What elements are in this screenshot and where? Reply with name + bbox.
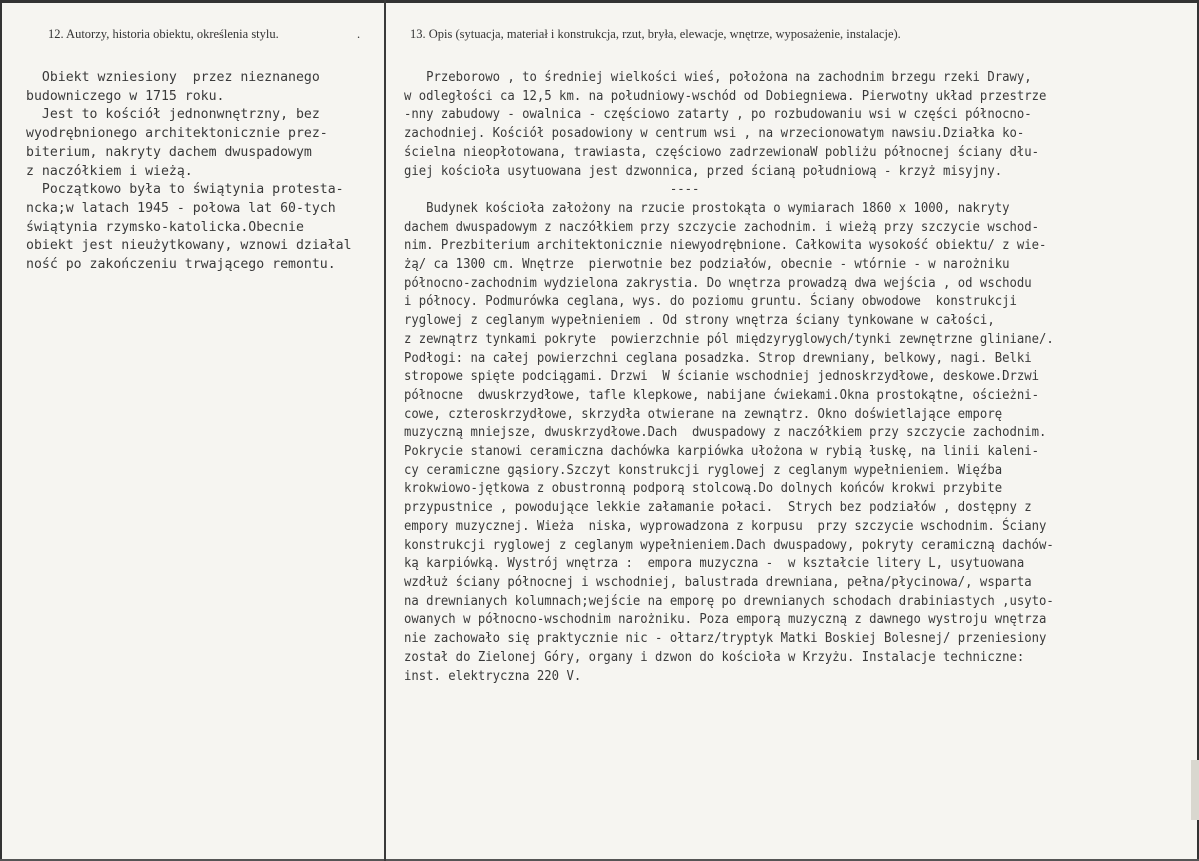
history-line: ność po zakończeniu trwającego remontu.: [26, 257, 336, 273]
right-column-header: 13. Opis (sytuacja, materiał i konstrukcja, rzut, bryła, elewacje, wnętrze, wyposażenie, instalacje).: [410, 27, 901, 41]
description-line: inst. elektryczna 220 V.: [404, 668, 582, 684]
description-line: owanych w północno-wschodnim narożniku. Poza emporą muzyczną z dawnego wystroju wnętrza: [404, 612, 1047, 628]
description-line: empory muzycznej. Wieża niska, wyprowadzona z korpusu przy szczycie wschodnim. Ściany: [404, 518, 1047, 534]
history-line: świątynia rzymsko-katolicka.Obecnie: [26, 219, 304, 235]
description-line: ką karpiówką. Wystrój wnętrza : empora muzyczna - w kształcie litery L, usytuowana: [404, 556, 1025, 572]
description-line: ryglowej z ceglanym wypełnieniem . Od strony wnętrza ściany tynkowane w całości,: [404, 313, 995, 329]
description-line: cowe, czteroskrzydłowe, skrzydła otwierane na zewnątrz. Okno doświetlające emporę: [404, 406, 1003, 422]
description-line: na drewnianych kolumnach;wejście na emporę po drewnianych schodach drabiniastych ,usyto-: [404, 593, 1054, 609]
description-line: cy ceramiczne gąsiory.Szczyt konstrukcji ryglowej z ceglanym wypełnieniem. Więźba: [404, 462, 1003, 478]
description-line: i północy. Podmurówka ceglana, wys. do poziomu gruntu. Ściany obwodowe konstrukcji: [404, 294, 1017, 310]
description-line: wzdłuż ściany północnej i wschodniej, balustrada drewniana, pełna/płycinowa/, wsparta: [404, 574, 1032, 590]
history-line: wyodrębnionego architektonicznie prez-: [26, 126, 328, 142]
description-line: nie zachowało się praktycznie nic - ołtarz/tryptyk Matki Boskiej Bolesnej/ przeniesiony: [404, 631, 1047, 647]
history-line: obiekt jest nieużytkowany, wznowi działal: [26, 238, 352, 254]
description-line: przypustnice , powodujące lekkie załamanie połaci. Strych bez podziałów , dostępny z: [404, 500, 1032, 516]
description-line: nim. Prezbiterium architektonicznie niewyodrębnione. Całkowita wysokość obiektu/ z wie-: [404, 238, 1047, 254]
left-header-mark: .: [357, 27, 361, 41]
paper-edge-stain: [1191, 760, 1199, 820]
description-line: Pokrycie stanowi ceramiczna dachówka karpiówka ułożona w rybią łuskę, na linii kaleni-: [404, 444, 1040, 460]
history-line: ncka;w latach 1945 - połowa lat 60-tych: [26, 200, 336, 216]
history-line: Obiekt wzniesiony przez nieznanego: [26, 70, 320, 85]
left-column-header: 12. Autorzy, historia obiektu, określenia stylu.: [48, 27, 279, 41]
description-line: -nny zabudowy - owalnica - częściowo zatarty , po rozbudowaniu wsi w części północno-: [404, 107, 1032, 123]
description-line: stropowe spięte podciągami. Drzwi W ścianie wschodniej jednoskrzydłowe, deskowe.Drzwi: [404, 369, 1040, 385]
description-line: zachodniej. Kościół posadowiony w centrum wsi , na wrzecionowatym nawsiu.Działka ko-: [404, 126, 1025, 142]
description-line: Podłogi: na całej powierzchni ceglana posadzka. Strop drewniany, belkowy, nagi. Belki: [404, 350, 1032, 366]
description-line: konstrukcji ryglowej z ceglanym wypełnieniem.Dach dwuspadowy, pokryty ceramiczną dachów-: [404, 537, 1054, 553]
description-line: krokwiowo-jętkowa z obustronną podporą stolcową.Do dolnych końców krokwi przybite: [404, 481, 1003, 497]
left-border: [0, 0, 2, 861]
history-text: [26, 69, 352, 275]
description-line: północno-zachodnim wydzielona zakrystia. Do wnętrza prowadzą dwa wejścia , od wschodu: [404, 275, 1032, 291]
description-line: został do Zielonej Góry, organy i dzwon do kościoła w Krzyżu. Instalacje techniczne:: [404, 649, 1025, 665]
description-line: Przeborowo , to średniej wielkości wieś, położona na zachodnim brzegu rzeki Drawy,: [404, 70, 1032, 85]
top-border: [0, 0, 1199, 3]
description-text: [404, 69, 1054, 686]
description-line: ----: [404, 182, 700, 198]
description-line: żą/ ca 1300 cm. Wnętrze pierwotnie bez podziałów, obecnie - wtórnie - w narożniku: [404, 257, 1010, 273]
description-line: dachem dwuspadowym z naczółkiem przy szczycie zachodnim. i wieżą przy szczycie wschod-: [404, 219, 1040, 235]
description-line: z zewnątrz tynkami pokryte powierzchnie pól międzyryglowych/tynki zewnętrzne gliniane/.: [404, 331, 1054, 347]
description-line: Budynek kościoła założony na rzucie prostokąta o wymiarach 1860 x 1000, nakryty: [404, 200, 1010, 216]
description-line: ścielna nieopłotowana, trawiasta, częściowo zadrzewionaW pobliżu północnej ściany dłu-: [404, 144, 1040, 160]
column-divider: [384, 0, 386, 861]
description-line: muzyczną mniejsze, dwuskrzydłowe.Dach dwuspadowy z naczółkiem przy szczycie zachodnim.: [404, 425, 1047, 441]
history-line: budowniczego w 1715 roku.: [26, 88, 225, 104]
description-line: północne dwuskrzydłowe, tafle klepkowe, nabijane ćwiekami.Okna prostokątne, ościeżni-: [404, 387, 1040, 403]
history-line: z naczółkiem i wieżą.: [26, 163, 193, 179]
history-line: biterium, nakryty dachem dwuspadowym: [26, 144, 312, 160]
history-line: Początkowo była to świątynia protesta-: [26, 182, 344, 198]
description-line: giej kościoła usytuowana jest dzwonnica, przed ścianą południową - krzyż misyjny.: [404, 163, 1003, 179]
history-line: Jest to kościół jednonwnętrzny, bez: [26, 107, 320, 123]
description-line: w odległości ca 12,5 km. na południowy-wschód od Dobiegniewa. Pierwotny układ przestrze: [404, 88, 1047, 104]
